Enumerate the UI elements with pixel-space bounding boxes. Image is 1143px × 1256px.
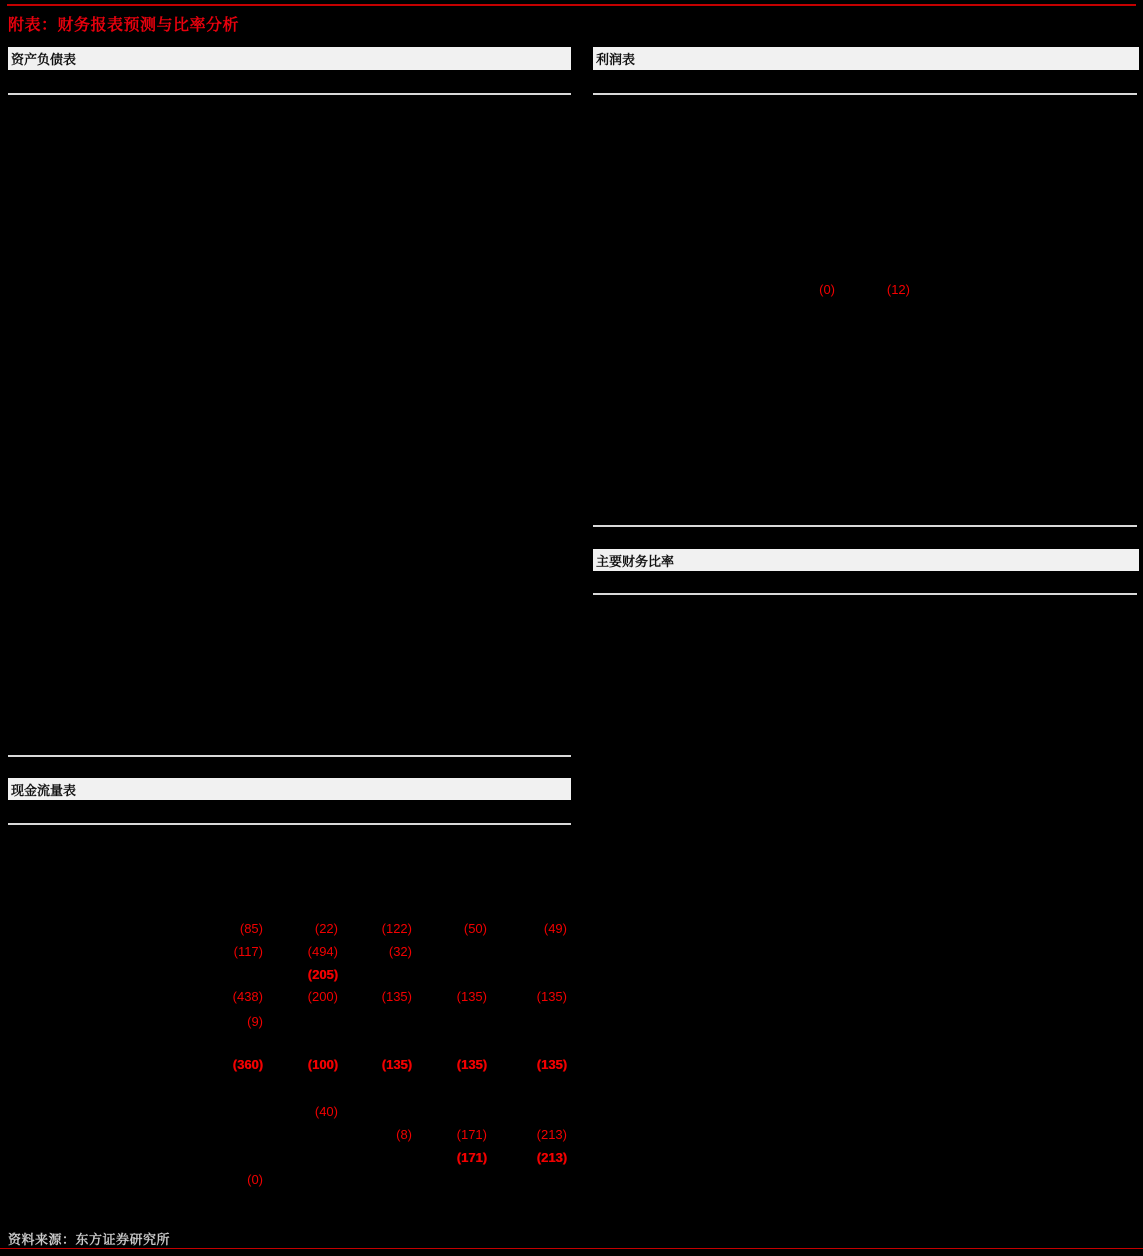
cash-flow-value: (32) bbox=[388, 944, 412, 959]
cash-flow-value: (50) bbox=[463, 921, 487, 936]
cash-flow-value: (85) bbox=[239, 921, 263, 936]
cash-flow-value: (213) bbox=[536, 1127, 567, 1142]
cash-flow-value: (135) bbox=[381, 989, 412, 1004]
cash-flow-value: (8) bbox=[396, 1127, 412, 1142]
cash-flow-value: (135) bbox=[381, 1057, 412, 1072]
cash-flow-value: (135) bbox=[456, 989, 487, 1004]
cash-flow-value: (135) bbox=[456, 1057, 487, 1072]
key-ratios-title: 主要财务比率 bbox=[596, 553, 675, 569]
cash-flow-value: (117) bbox=[233, 944, 263, 959]
cash-flow-title: 现金流量表 bbox=[11, 782, 77, 798]
cash-flow-value: (438) bbox=[232, 989, 263, 1004]
cash-flow-value: (200) bbox=[307, 989, 338, 1004]
cash-flow-value: (360) bbox=[232, 1057, 263, 1072]
cash-flow-value: (213) bbox=[536, 1150, 567, 1165]
cash-flow-value: (100) bbox=[307, 1057, 338, 1072]
cash-flow-value: (205) bbox=[307, 967, 338, 982]
cash-flow-value: (0) bbox=[247, 1172, 263, 1187]
income-statement-value: (0) bbox=[819, 282, 835, 297]
source-note: 资料来源：东方证券研究所 bbox=[8, 1232, 171, 1247]
cash-flow-value: (171) bbox=[456, 1150, 487, 1165]
cash-flow-value: (135) bbox=[536, 1057, 567, 1072]
balance-sheet-title: 资产负债表 bbox=[11, 52, 77, 67]
cash-flow-value: (22) bbox=[314, 921, 338, 936]
cash-flow-value: (494) bbox=[307, 944, 338, 959]
cash-flow-value: (9) bbox=[247, 1014, 263, 1029]
cash-flow-value: (49) bbox=[543, 921, 567, 936]
cash-flow-value: (40) bbox=[314, 1104, 338, 1119]
income-statement-value: (12) bbox=[886, 282, 910, 297]
cash-flow-value: (135) bbox=[536, 989, 567, 1004]
bottom-red-rule bbox=[0, 1248, 1143, 1249]
cash-flow-value: (122) bbox=[381, 921, 412, 936]
cash-flow-value: (171) bbox=[456, 1127, 487, 1142]
income-statement-title: 利润表 bbox=[596, 52, 636, 67]
page-title: 附表：财务报表预测与比率分析 bbox=[8, 17, 240, 34]
